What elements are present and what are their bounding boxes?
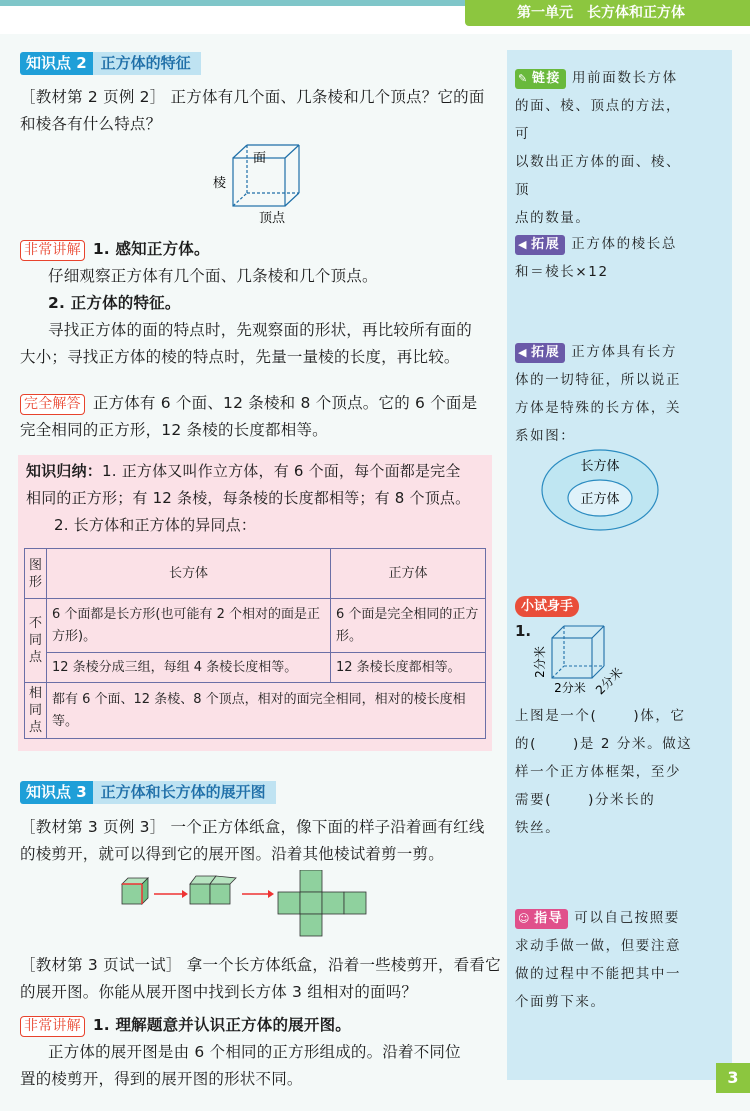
table-cell: 12 条棱分成三组，每组 4 条棱长度相等。	[47, 653, 331, 683]
kp2-step1-title: 1. 感知正方体。	[92, 240, 210, 258]
ext2-text-1: 正方体具有长方	[571, 344, 677, 360]
ext1-tag	[515, 235, 565, 255]
cube-label-vertex: 顶点	[259, 211, 286, 225]
ext1-text-1: 正方体的棱长总	[571, 236, 677, 252]
kp3-step1-line1: 正方体的展开图是由 6 个相同的正方形组成的。沿着不同位	[48, 1043, 461, 1061]
unfolding-figure	[118, 870, 388, 945]
kp2-answer	[20, 390, 505, 444]
kp2-example	[20, 84, 500, 138]
summary-line1: 1. 正方体又叫作立方体，有 6 个面，每个面都是完全	[102, 462, 461, 480]
cube-depth-label: 2分米	[593, 665, 626, 698]
table-row	[25, 683, 486, 739]
link-text-1: 用前面数长方体	[572, 70, 678, 86]
unit-label: 第一单元	[517, 5, 573, 21]
table-row	[25, 599, 486, 653]
kp3-example	[20, 814, 505, 868]
cube-height-label: 2分米	[533, 646, 547, 678]
kp2-title: 正方体的特征	[93, 52, 201, 75]
kp2-example-line1: 正方体有几个面、几条棱和几个顶点？它的面	[170, 88, 485, 106]
venn-diagram	[540, 448, 660, 532]
ext2-tag	[515, 343, 565, 363]
kp3-example-line2: 的棱剪开，就可以得到它的展开图。沿着其他棱试着剪一剪。	[20, 845, 444, 863]
kp2-example-line2: 和棱各有什么特点？	[20, 115, 162, 133]
table-cell: 6 个面都是长方形(也可能有 2 个相对的面是正方形)。	[47, 599, 331, 653]
kp3-number: 知识点 3	[20, 781, 93, 804]
link-text-3: 以数出正方体的面、棱、顶	[515, 154, 682, 198]
ext1-tag-label: 拓展	[531, 237, 561, 252]
kp3-try-ref: ［教材第 3 页试一试］	[20, 956, 182, 974]
kp2-summary	[26, 458, 496, 539]
kp3-example-ref: ［教材第 3 页例 3］	[20, 818, 166, 836]
guide-text-4: 个面剪下来。	[515, 994, 606, 1010]
question-number: 1.	[515, 622, 532, 640]
expand-icon: ◀	[518, 346, 529, 359]
guide-text-3: 做的过程中不能把其中一	[515, 966, 682, 982]
comparison-table	[24, 548, 486, 739]
summary-label: 知识归纳：	[26, 462, 103, 480]
link-tag-label: 链接	[531, 71, 562, 86]
kp3-example-line1: 一个正方体纸盒，像下面的样子沿着画有红线	[170, 818, 485, 836]
cube-figure	[205, 140, 305, 225]
question-cube-figure	[530, 622, 630, 702]
explain-tag: 非常讲解	[20, 240, 85, 261]
q-text-4b: )分米长的	[588, 792, 656, 808]
venn-outer-label: 长方体	[580, 459, 620, 474]
ext2-tag-label: 拓展	[531, 345, 561, 360]
sidebar-ext2	[515, 338, 690, 450]
sidebar-link	[515, 64, 690, 232]
try-tag: 小试身手	[515, 596, 579, 617]
kp3-title: 正方体和长方体的展开图	[93, 781, 276, 804]
q-text-3: 样一个正方体框架，至少	[515, 764, 682, 780]
kp3-explain	[20, 1012, 505, 1093]
kp2-answer-line2: 完全相同的正方形，12 条棱的长度都相等。	[20, 421, 328, 439]
table-cell: 12 条棱长度都相等。	[331, 653, 486, 683]
table-cell: 都有 6 个面、12 条棱、8 个顶点，相对的面完全相同，相对的棱长度相等。	[47, 683, 486, 739]
table-header-shape: 图形	[25, 549, 47, 599]
q-text-2a: 的(	[515, 736, 537, 752]
kp2-answer-line1: 正方体有 6 个面、12 条棱和 8 个顶点。它的 6 个面是	[92, 394, 478, 412]
unit-title: 长方体和正方体	[587, 5, 685, 21]
kp3-step1-line2: 置的棱剪开，得到的展开图的形状不同。	[20, 1070, 303, 1088]
question-text	[515, 702, 695, 842]
link-text-4: 点的数量。	[515, 210, 591, 226]
venn-inner-label: 正方体	[580, 492, 620, 507]
kp2-step2-line2: 大小；寻找正方体的棱的特点时，先量一量棱的长度，再比较。	[20, 348, 460, 366]
kp2-step2-title: 2. 正方体的特征。	[48, 294, 181, 312]
q-text-1b: )体，它	[633, 708, 686, 724]
cube-label-edge: 棱	[213, 176, 227, 191]
table-diff-label: 不同点	[25, 599, 47, 683]
guide-text-2: 求动手做一做，但要注意	[515, 938, 682, 954]
kp2-example-ref: ［教材第 2 页例 2］	[20, 88, 166, 106]
cube-width-label: 2分米	[554, 681, 586, 695]
ext1-text-2: 和＝棱长×12	[515, 264, 609, 280]
page-number: 3	[716, 1063, 750, 1093]
ext2-text-4: 系如图：	[515, 428, 576, 444]
kp2-explain	[20, 236, 505, 371]
table-header-cuboid: 长方体	[47, 549, 331, 599]
guide-tag-label: 指导	[534, 911, 564, 926]
q-text-5: 铁丝。	[515, 820, 561, 836]
table-row	[25, 549, 486, 599]
table-same-label: 相同点	[25, 683, 47, 739]
answer-tag: 完全解答	[20, 394, 85, 415]
table-header-cube: 正方体	[331, 549, 486, 599]
ext2-text-2: 体的一切特征，所以说正	[515, 372, 682, 388]
q-text-1a: 上图是一个(	[515, 708, 598, 724]
sidebar-ext1	[515, 230, 690, 286]
kp2-step2-line1: 寻找正方体的面的特点时，先观察面的形状，再比较所有面的	[48, 321, 472, 339]
q-text-4a: 需要(	[515, 792, 553, 808]
guide-text-1: 可以自己按照要	[574, 910, 680, 926]
kp3-try	[20, 952, 505, 1006]
table-cell: 6 个面是完全相同的正方形。	[331, 599, 486, 653]
sidebar-guide	[515, 904, 690, 1016]
kp2-heading	[20, 52, 201, 75]
table-row	[25, 653, 486, 683]
kp2-step1-text: 仔细观察正方体有几个面、几条棱和几个顶点。	[48, 267, 378, 285]
link-text-2: 的面、棱、顶点的方法，可	[515, 98, 682, 142]
q-text-2b: )是 2 分米。做这	[572, 736, 693, 752]
kp3-step1-title: 1. 理解题意并认识正方体的展开图。	[92, 1016, 351, 1034]
kp2-number: 知识点 2	[20, 52, 93, 75]
kp3-try-line2: 的展开图。你能从展开图中找到长方体 3 组相对的面吗？	[20, 983, 418, 1001]
expand-icon: ◀	[518, 238, 529, 251]
summary-line3: 2. 长方体和正方体的异同点：	[54, 516, 257, 534]
summary-line2: 相同的正方形；有 12 条棱，每条棱的长度都相等；有 8 个顶点。	[26, 489, 471, 507]
ext2-text-3: 方体是特殊的长方体，关	[515, 400, 682, 416]
unit-header	[465, 0, 750, 26]
guide-tag	[515, 909, 568, 929]
link-icon: ✎	[518, 72, 529, 85]
kp3-heading	[20, 781, 276, 804]
guide-icon: ☺	[518, 912, 532, 925]
explain-tag: 非常讲解	[20, 1016, 85, 1037]
link-tag	[515, 69, 566, 89]
kp3-try-line1: 拿一个长方体纸盒，沿着一些棱剪开，看看它	[186, 956, 501, 974]
cube-label-face: 面	[253, 151, 267, 166]
